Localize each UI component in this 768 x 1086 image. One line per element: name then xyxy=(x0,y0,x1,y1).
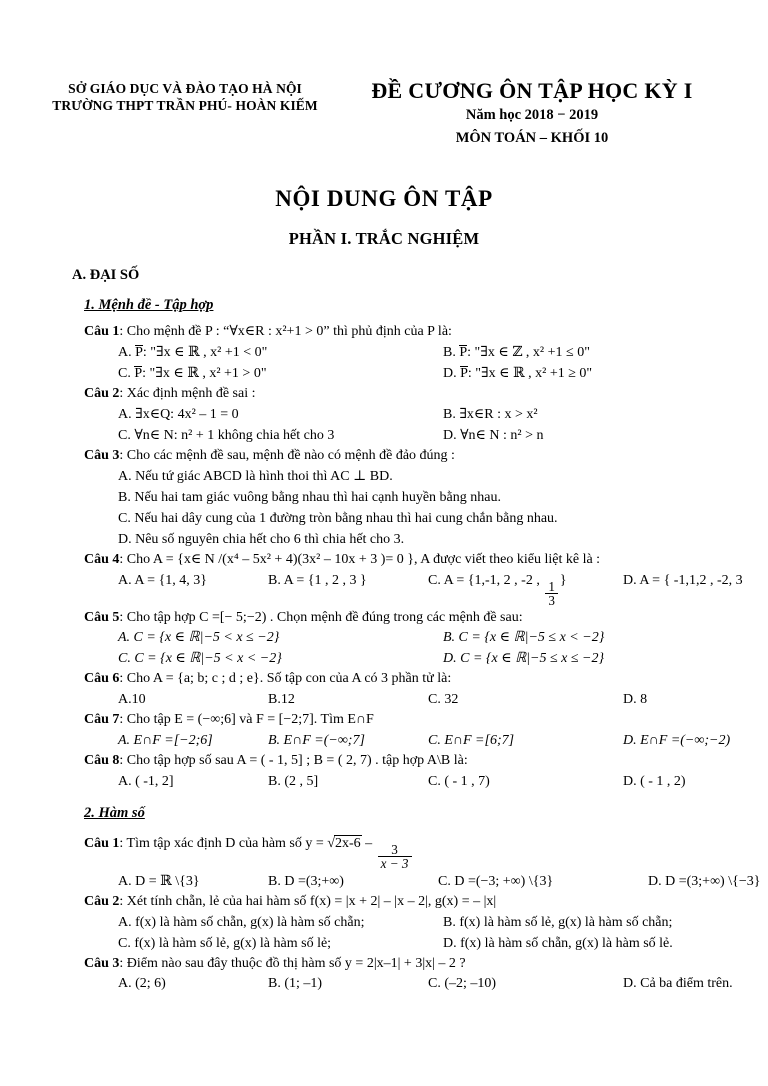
question-label: Câu 1 xyxy=(84,324,120,340)
option-d[interactable]: D. Nêu số nguyên chia hết cho 6 thì chia hết cho 3. xyxy=(118,532,405,548)
question-text: : Cho tập hợp C =[− 5;−2) . Chọn mệnh đề đúng trong các mệnh đề sau: xyxy=(119,609,523,625)
document-title: ĐỀ CƯƠNG ÔN TẬP HỌC KỲ I xyxy=(371,78,693,103)
question-stem xyxy=(84,834,768,871)
option-c[interactable] xyxy=(118,363,443,384)
option-row xyxy=(118,912,768,933)
option-b[interactable]: B. A = {1 , 2 , 3 } xyxy=(268,572,367,588)
option-a[interactable] xyxy=(118,342,443,363)
option-row xyxy=(118,404,768,425)
option-c[interactable]: C. ∀n∈ N: n² + 1 không chia hết cho 3 xyxy=(118,428,335,444)
minus-sign: – xyxy=(361,836,376,852)
option-c[interactable]: C. 32 xyxy=(428,692,459,708)
section-a-heading: A. ĐẠI SỐ xyxy=(72,267,140,284)
option-c[interactable]: C. ( - 1 , 7) xyxy=(428,774,490,790)
option-b[interactable]: B. Nếu hai tam giác vuông bằng nhau thì hai cạnh huyền bằng nhau. xyxy=(118,490,501,506)
question-label: Câu 3 xyxy=(84,448,120,464)
question-label: Câu 6 xyxy=(84,671,120,687)
option-d[interactable]: D. ( - 1 , 2) xyxy=(623,774,686,790)
question-label: Câu 5 xyxy=(84,609,120,625)
option-a[interactable]: A. D = ℝ \{3} xyxy=(118,873,200,889)
option-row xyxy=(118,529,768,550)
option-letter: A. xyxy=(118,345,136,361)
question-stem xyxy=(84,550,768,570)
question-g1-3 xyxy=(84,446,768,550)
question-stem xyxy=(84,954,768,974)
options xyxy=(118,871,768,892)
option-row xyxy=(118,648,768,669)
options xyxy=(118,466,768,550)
fraction xyxy=(545,580,558,608)
negation-bar: P xyxy=(460,366,468,382)
question-g1-2 xyxy=(84,384,768,446)
radical-sign: √ xyxy=(327,836,335,852)
denominator: x − 3 xyxy=(378,856,412,870)
numerator: 3 xyxy=(391,841,398,857)
part-heading: PHẦN I. TRẮC NGHIỆM xyxy=(288,229,480,249)
option-c[interactable]: C. (–2; –10) xyxy=(428,976,497,992)
option-letter: B. xyxy=(443,345,460,361)
option-letter: D. xyxy=(443,366,461,382)
options xyxy=(118,404,768,446)
options xyxy=(118,771,768,792)
option-row xyxy=(118,771,768,792)
option-b[interactable]: B. ∃x∈R : x > x² xyxy=(443,407,538,423)
group-1-questions xyxy=(0,322,768,792)
question-text: : Điểm nào sau đây thuộc đồ thị hàm số y = 2|x–1| + 3|x| – 2 ? xyxy=(119,955,466,971)
group-2-heading: 2. Hàm số xyxy=(84,805,145,822)
school-year: Năm học 2018 − 2019 xyxy=(465,107,599,124)
option-d[interactable]: D. Cả ba điểm trên. xyxy=(623,976,733,992)
question-stem xyxy=(84,608,768,628)
question-g2-3 xyxy=(84,954,768,995)
question-label: Câu 4 xyxy=(84,552,120,568)
option-d[interactable]: D. C = {x ∈ ℝ|−5 ≤ x ≤ −2} xyxy=(443,651,605,667)
options xyxy=(118,342,768,384)
option-row xyxy=(118,487,768,508)
option-text: : "∃x ∈ ℝ , x² +1 ≥ 0" xyxy=(467,366,593,382)
option-b[interactable]: B. E∩F =(−∞;7] xyxy=(268,733,365,749)
option-d[interactable]: D. ∀n∈ N : n² > n xyxy=(443,428,544,444)
option-d[interactable]: D. D =(3;+∞) \{−3} xyxy=(648,873,761,889)
option-c[interactable] xyxy=(428,570,623,608)
option-b[interactable]: B. D =(3;+∞) xyxy=(268,873,344,889)
options xyxy=(118,627,768,669)
question-text: : Tìm tập xác định D của hàm số y = xyxy=(119,836,328,852)
option-row xyxy=(118,342,768,363)
option-row xyxy=(118,933,768,954)
option-a[interactable]: A. (2; 6) xyxy=(118,976,166,992)
school-name: TRƯỜNG THPT TRẦN PHÚ- HOÀN KIẾM xyxy=(52,98,318,114)
option-row xyxy=(118,871,768,892)
option-text: : "∃x ∈ ℝ , x² +1 < 0" xyxy=(142,345,268,361)
option-b[interactable]: B.12 xyxy=(268,692,295,708)
question-text: : Cho tập E = (−∞;6] và F = [−2;7]. Tìm E∩F xyxy=(119,712,374,728)
numerator: 1 xyxy=(548,578,555,594)
options xyxy=(118,973,768,994)
option-row xyxy=(118,508,768,529)
option-a[interactable]: A. A = {1, 4, 3} xyxy=(118,572,208,588)
option-b[interactable]: B. f(x) là hàm số lẻ, g(x) là hàm số chẵn; xyxy=(443,914,673,930)
question-g1-6 xyxy=(84,669,768,710)
option-c[interactable]: C. D =(−3; +∞) \{3} xyxy=(438,873,554,889)
option-row xyxy=(118,425,768,446)
content-heading: NỘI DUNG ÔN TẬP xyxy=(275,186,493,212)
option-text: : "∃x ∈ ℤ , x² +1 ≤ 0" xyxy=(467,345,590,361)
option-text: C. A = {1,-1, 2 , -2 , xyxy=(428,572,544,588)
option-text: : "∃x ∈ ℝ , x² +1 > 0" xyxy=(142,366,267,382)
option-a[interactable]: A.10 xyxy=(118,692,146,708)
option-d[interactable]: D. A = { -1,1,2 , -2, 3 xyxy=(623,572,743,588)
option-c[interactable]: C. Nếu hai dây cung của 1 đường tròn bằng nhau thì hai cung chắn bằng nhau. xyxy=(118,511,558,527)
option-a[interactable]: A. E∩F =[−2;6] xyxy=(118,733,213,749)
question-g1-5 xyxy=(84,608,768,670)
option-d[interactable]: D. 8 xyxy=(623,692,648,708)
question-stem xyxy=(84,446,768,466)
option-row xyxy=(118,973,768,994)
question-text: : Xét tính chẵn, lẻ của hai hàm số f(x) = |x + 2| – |x – 2|, g(x) = – |x| xyxy=(119,893,497,909)
question-g1-4 xyxy=(84,550,768,608)
negation-bar: P xyxy=(135,345,143,361)
radicand: 2x-6 xyxy=(334,836,361,852)
option-b[interactable] xyxy=(443,342,768,363)
exam-title-block xyxy=(330,78,728,148)
option-row xyxy=(118,363,768,384)
option-a[interactable]: A. ( -1, 2] xyxy=(118,774,174,790)
option-text-end: } xyxy=(559,572,567,588)
question-label: Câu 8 xyxy=(84,753,120,769)
question-label: Câu 2 xyxy=(84,386,120,402)
option-row xyxy=(118,730,768,751)
question-text: : Cho các mệnh đề sau, mệnh đề nào có mệnh đề đảo đúng : xyxy=(119,448,455,464)
option-row xyxy=(118,627,768,648)
option-a[interactable]: A. C = {x ∈ ℝ|−5 < x ≤ −2} xyxy=(118,630,280,646)
options xyxy=(118,570,768,608)
question-label: Câu 2 xyxy=(84,893,120,909)
option-a[interactable]: A. f(x) là hàm số chẵn, g(x) là hàm số chẵn; xyxy=(118,914,365,930)
negation-bar: P xyxy=(134,366,143,382)
question-label: Câu 7 xyxy=(84,712,120,728)
document-header xyxy=(0,0,768,148)
option-b[interactable]: B. (1; –1) xyxy=(268,976,323,992)
question-g2-1 xyxy=(84,834,768,892)
option-c[interactable]: C. E∩F =[6;7] xyxy=(428,733,515,749)
negation-bar: P xyxy=(459,345,468,361)
question-text: : Xác định mệnh đề sai : xyxy=(119,386,256,402)
option-c[interactable]: C. f(x) là hàm số lẻ, g(x) là hàm số lẻ; xyxy=(118,935,332,951)
question-stem xyxy=(84,322,768,342)
question-text: : Cho A = {x∈ N /(x⁴ – 5x² + 4)(3x² – 10x + 3 )= 0 }, A được viết theo kiểu liệt kê là : xyxy=(119,552,601,568)
question-text: : Cho mệnh đề P : “∀x∈R : x²+1 > 0” thì phủ định của P là: xyxy=(119,324,452,340)
school-block xyxy=(40,78,330,115)
option-d[interactable]: D. E∩F =(−∞;−2) xyxy=(623,733,731,749)
question-g2-2 xyxy=(84,892,768,954)
question-stem xyxy=(84,384,768,404)
option-d[interactable] xyxy=(443,363,768,384)
subject-grade: MÔN TOÁN – KHỐI 10 xyxy=(455,129,609,146)
option-row xyxy=(118,570,768,608)
option-row xyxy=(118,689,768,710)
option-d[interactable]: D. f(x) là hàm số chẵn, g(x) là hàm số lẻ. xyxy=(443,935,673,951)
question-stem xyxy=(84,669,768,689)
question-g1-8 xyxy=(84,751,768,792)
option-c[interactable]: C. C = {x ∈ ℝ|−5 < x < −2} xyxy=(118,651,282,667)
question-g1-1 xyxy=(84,322,768,384)
options xyxy=(118,912,768,954)
options xyxy=(118,689,768,710)
option-letter: C. xyxy=(118,366,135,382)
question-stem xyxy=(84,710,768,730)
denominator: 3 xyxy=(545,593,558,607)
group-2-questions xyxy=(0,834,768,994)
question-g1-7 xyxy=(84,710,768,751)
options xyxy=(118,730,768,751)
question-label: Câu 1 xyxy=(84,836,120,852)
fraction xyxy=(378,843,412,871)
option-a[interactable]: A. Nếu tứ giác ABCD là hình thoi thì AC ⊥ BD. xyxy=(118,469,393,485)
group-1-heading: 1. Mệnh đề - Tập hợp xyxy=(84,297,214,314)
question-text: : Cho A = {a; b; c ; d ; e}. Số tập con của A có 3 phần tử là: xyxy=(119,671,452,687)
question-stem xyxy=(84,892,768,912)
question-text: : Cho tập hợp số sau A = ( - 1, 5] ; B = ( 2, 7) . tập hợp A\B là: xyxy=(119,753,468,769)
option-b[interactable]: B. (2 , 5] xyxy=(268,774,319,790)
department-name: SỞ GIÁO DỤC VÀ ĐÀO TẠO HÀ NỘI xyxy=(68,81,302,96)
option-a[interactable]: A. ∃x∈Q: 4x² – 1 = 0 xyxy=(118,407,239,423)
question-stem xyxy=(84,751,768,771)
option-b[interactable]: B. C = {x ∈ ℝ|−5 ≤ x < −2} xyxy=(443,630,605,646)
option-row xyxy=(118,466,768,487)
question-label: Câu 3 xyxy=(84,955,120,971)
